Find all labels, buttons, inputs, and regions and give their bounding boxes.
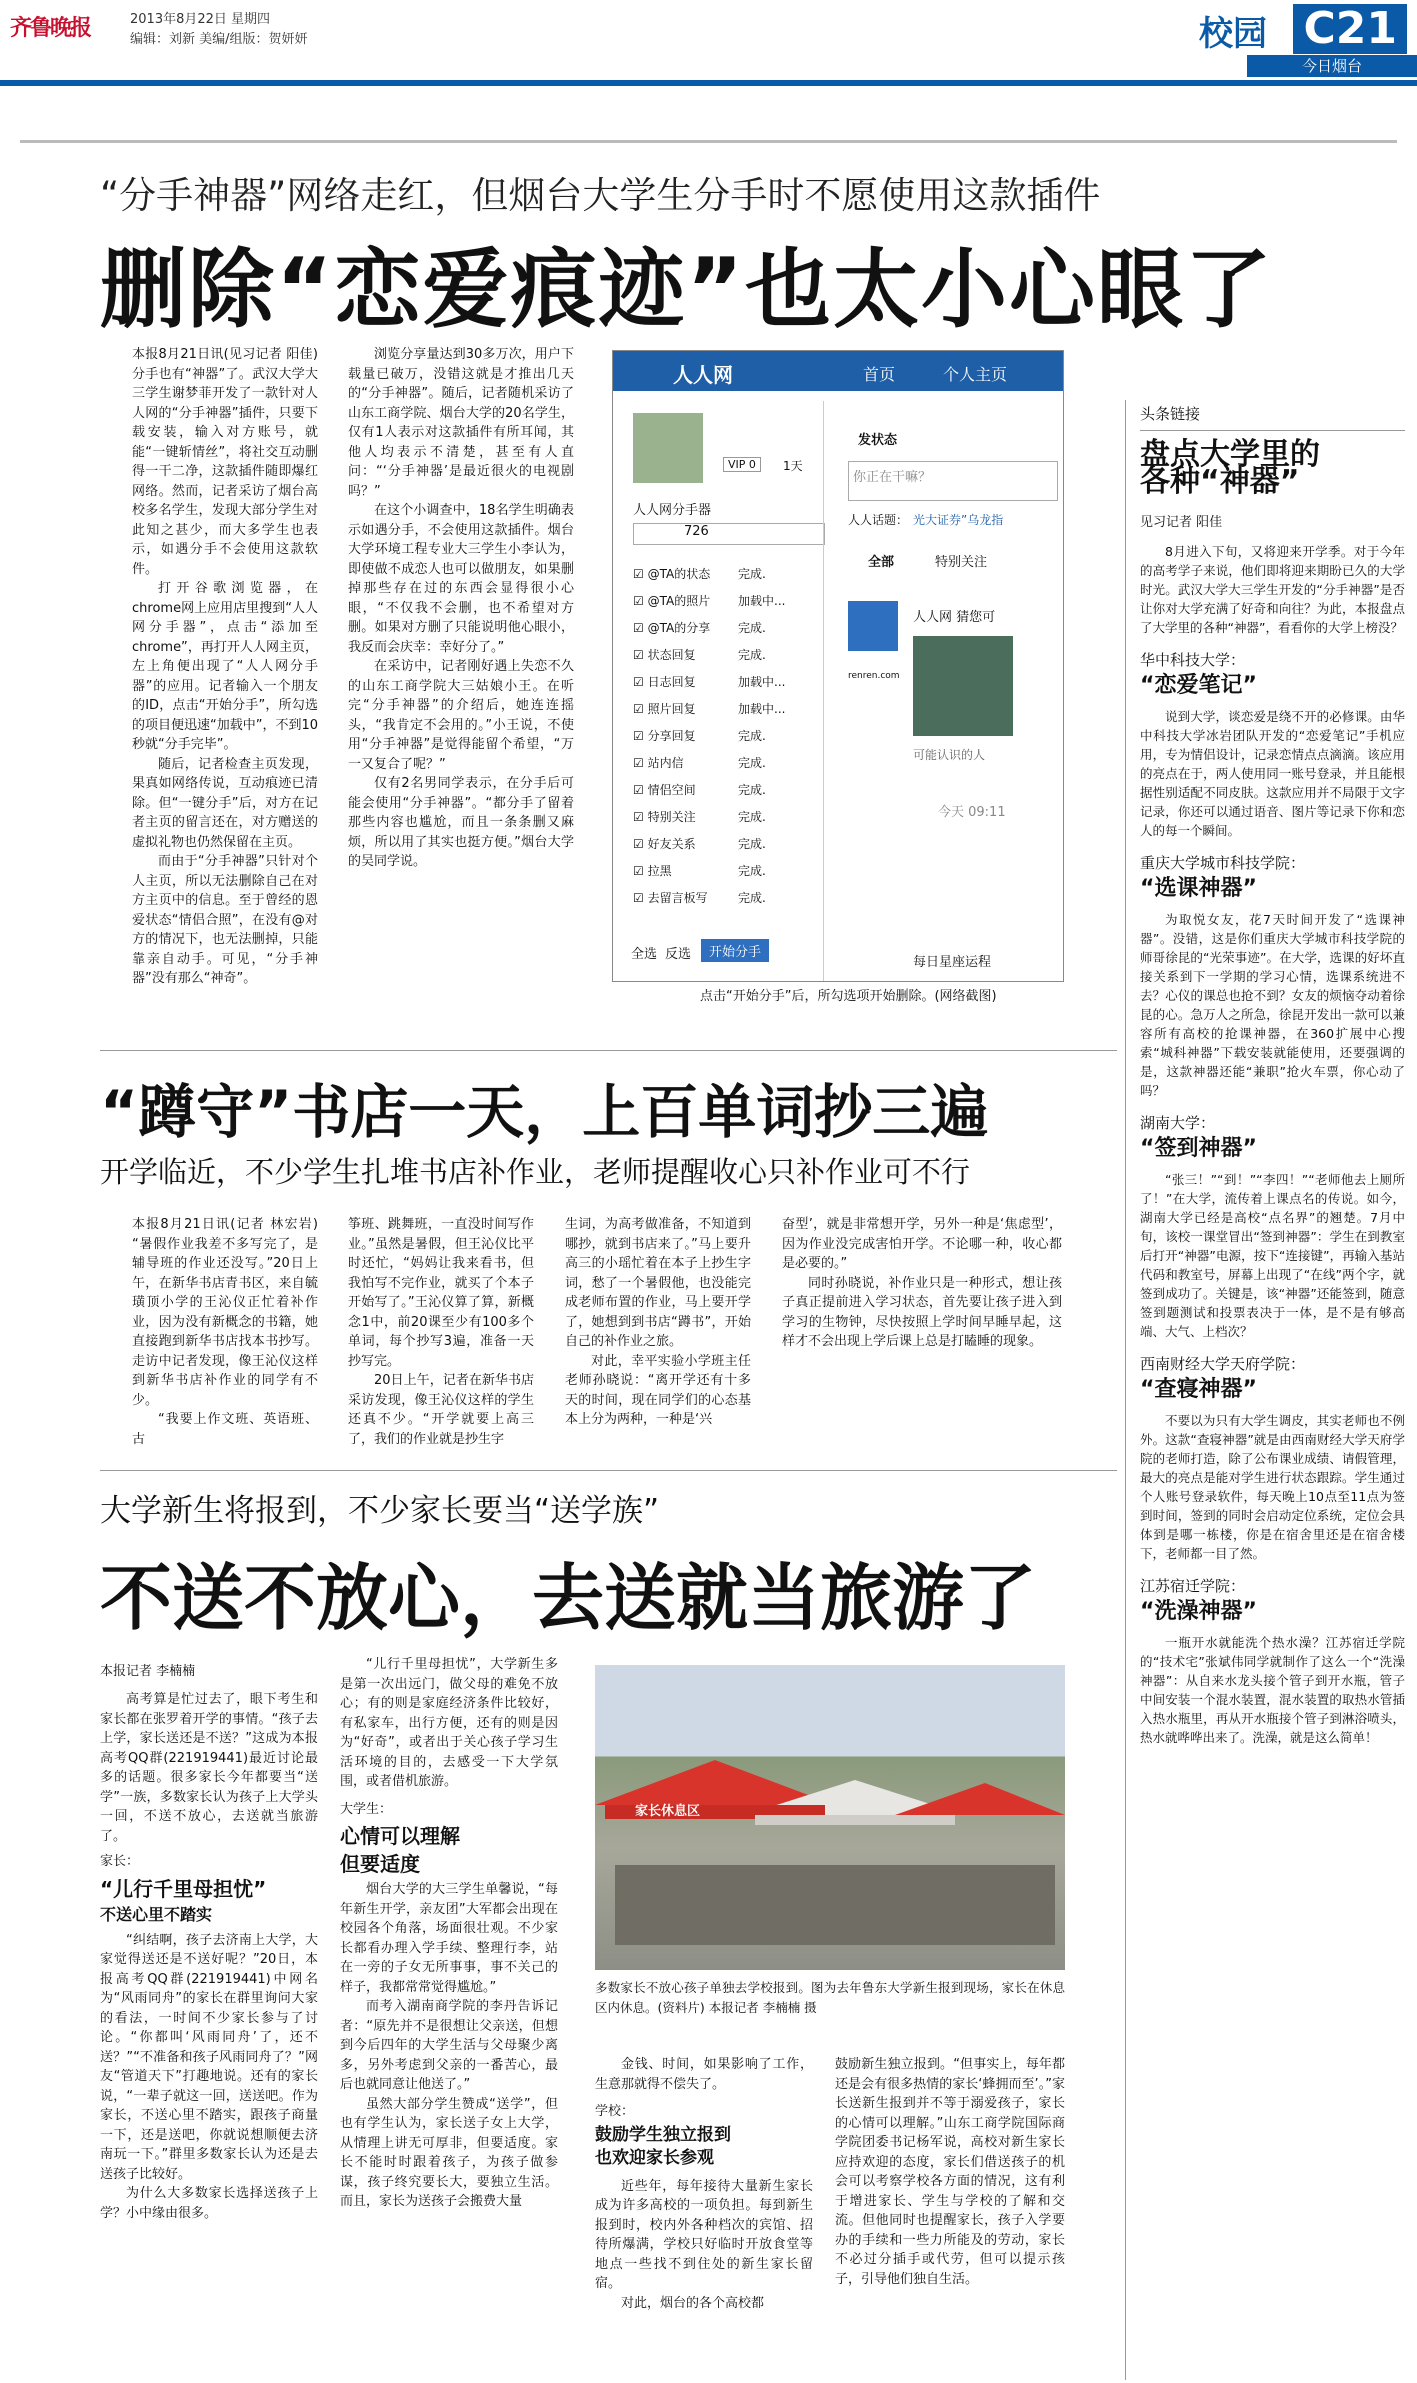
checkbox-icon[interactable]: ☑ — [633, 891, 644, 905]
breakup-option[interactable] — [633, 858, 803, 885]
photo-caption: 多数家长不放心孩子单独去学校报到。图为去年鲁东大学新生报到现场，家长在休息区内休息。(资料片) 本报记者 李楠楠 摄 — [595, 1980, 1065, 2015]
select-all-link[interactable]: 全选 — [631, 947, 658, 962]
feed-name: 人人网 猜您可 — [913, 610, 996, 625]
sidebar-item — [1140, 1577, 1405, 1747]
divider — [100, 1470, 1117, 1471]
checkbox-icon[interactable]: ☑ — [633, 783, 644, 797]
breakup-option[interactable] — [633, 669, 803, 696]
sidebar-tag: 头条链接 — [1140, 405, 1405, 431]
students-subhead1: 心情可以理解 — [340, 1824, 460, 1848]
option-label: 日志回复 — [647, 675, 696, 689]
editors-line: 编辑：刘新 美编/组版：贺妍妍 — [130, 32, 308, 47]
tab-special[interactable]: 特别关注 — [935, 555, 988, 570]
divider — [823, 401, 824, 981]
article3-col3 — [595, 2055, 813, 2380]
gadget-name: “签到神器” — [1140, 1136, 1257, 1161]
checkbox-icon[interactable]: ☑ — [633, 594, 644, 608]
article3-title: 不送不放心，去送就当旅游了 — [100, 1556, 1037, 1640]
nav-profile[interactable]: 个人主页 — [943, 365, 1008, 384]
option-label: 拉黑 — [647, 864, 672, 878]
paragraph: 本报8月21日讯(见习记者 阳佳) 分手也有“神器”了。武汉大学大三学生谢梦菲开发了一款针对人人网的“分手神器”插件，只要下载安装，输入对方账号，就能“一键斩情丝”，将社交互动删得一干二净，这款插件随即爆红网络。然而，记者采访了烟台高校多名学生，发现大部分学生对此知之甚少，而大多学生也表示，如遇分手不会使用这款软件。 — [132, 347, 318, 577]
gadget-text: 一瓶开水就能洗个热水澡？江苏宿迁学院的“技术宅”张斌伟同学就制作了这么一个“洗澡神器”：从自来水龙头接个管子到开水瓶，管子中间安装一个混水装置，混水装置的取热水管插入热水瓶里，再从开水瓶接个管子到淋浴喷头，热水就哗哗出来了。洗澡，就是这么简单！ — [1140, 1635, 1405, 1745]
option-state: 完成. — [738, 837, 766, 851]
sidebar-byline: 见习记者 阳佳 — [1140, 515, 1223, 530]
sidebar-title-line1: 盘点大学里的 — [1140, 437, 1320, 472]
option-label: 情侣空间 — [647, 783, 696, 797]
checkbox-icon[interactable]: ☑ — [633, 567, 644, 581]
option-state: 加载中... — [738, 675, 786, 689]
sidebar-intro: 8月进入下旬，又将迎来开学季。对于今年的高考学子来说，他们即将迎来期盼已久的大学时光。武汉大学大三学生开发的“分手神器”是否让你对大学充满了好奇和向往？为此，本报盘点了大学里的各种“神器”，看看你的大学上榜没？ — [1140, 544, 1405, 635]
horoscope-link[interactable]: 每日星座运程 — [913, 955, 992, 970]
checkbox-icon[interactable]: ☑ — [633, 864, 644, 878]
paragraph: 在采访中，记者刚好遇上失恋不久的山东工商学院大三姑娘小王。在听完“分手神器”的介绍后，她连连摇头，“我肯定不会用的。”小王说，不使用“分手神器”是觉得能留个希望，“万一又复合了呢？” — [348, 659, 574, 772]
sidebar-divider — [1125, 400, 1126, 2380]
issue-date: 2013年8月22日 星期四 — [130, 12, 271, 27]
gadget-text: 不要以为只有大学生调皮，其实老师也不例外。这款“查寝神器”就是由西南财经大学天府学院的老师打造，除了公布课业成绩、请假管理，最大的亮点是能对学生进行状态跟踪。学生通过个人账号登录软件，每天晚上10点至11点为签到时间，签到的同时会启动定位系统，定位会具体到是哪一栋楼，你是在宿舍里还是在宿舍楼下，老师都一目了然。 — [1140, 1413, 1405, 1561]
school-name: 西南财经大学天府学院： — [1140, 1355, 1306, 1373]
tent-sign: 家长休息区 — [635, 1804, 701, 1819]
paragraph: 金钱、时间，如果影响了工作，生意那就得不偿失了。 — [595, 2057, 813, 2092]
breakup-option[interactable] — [633, 723, 803, 750]
sidebar-items — [1140, 651, 1405, 1747]
paragraph: 对此，烟台的各个高校都 — [621, 2295, 765, 2311]
paragraph: “儿行千里母担忧”，大学新生多是第一次出远门，做父母的难免不放心；有的则是家庭经济条件比较好，有私家车，出行方便，还有的则是因为“好奇”，或者出于关心孩子学习生活环境的目的，去感受一下大学氛围，或者借机旅游。 — [340, 1657, 558, 1789]
article1-col2 — [348, 345, 574, 1025]
option-state: 完成. — [738, 621, 766, 635]
paragraph: 奋型’，就是非常想开学，另外一种是‘焦虑型’，因为作业没完成害怕开学。不论哪一种，收心都是必要的。” — [782, 1217, 1062, 1271]
option-state: 完成. — [738, 567, 766, 581]
section-title: 校园 — [1199, 14, 1267, 54]
option-label: 好友关系 — [647, 837, 696, 851]
paragraph: 高考算是忙过去了，眼下考生和家长都在张罗着开学的事情。“孩子去上学，家长送还是不送？”这成为本报高考QQ群(221919441)最近讨论最多的话题。很多家长今年都要当“送学”一族，多数家长认为孩子上大学头一回，不送不放心，去送就当旅游了。 — [100, 1692, 318, 1844]
article3-col4 — [835, 2055, 1065, 2380]
renren-screenshot — [612, 350, 1064, 982]
option-label: 照片回复 — [647, 702, 696, 716]
gadget-name: “恋爱笔记” — [1140, 673, 1257, 698]
school-name: 重庆大学城市科技学院： — [1140, 854, 1306, 872]
schools-subhead1: 鼓励学生独立报到 — [595, 2124, 731, 2145]
breakup-option[interactable] — [633, 588, 803, 615]
option-state: 完成. — [738, 729, 766, 743]
vip-badge: VIP 0 — [723, 457, 761, 472]
paragraph: 浏览分享量达到30多万次，用户下载量已破万，没错这就是才推出几天的“分手神器”。随后，记者随机采访了山东工商学院、烟台大学的20名学生，仅有1人表示对这款插件有所耳闻，其他人均表示不清楚，甚至有人直问：“‘分手神器’是最近很火的电视剧吗？” — [348, 347, 574, 499]
option-state: 完成. — [738, 810, 766, 824]
paragraph: 在这个小调查中，18名学生明确表示如遇分手，不会使用这款插件。烟台大学环境工程专业大三学生小李认为，即使做不成恋人也可以做朋友，如果删掉那些存在过的东西会显得很小心眼，“不仅我不会删，也不希望对方删。如果对方删了只能说明他心眼小，我反而会庆幸：幸好分了。” — [348, 503, 574, 655]
article3-kicker: 大学新生将报到，不少家长要当“送学族” — [100, 1493, 660, 1529]
renren-navbar — [613, 351, 1063, 391]
renren-brand: 人人网 — [673, 363, 733, 387]
article2-col3 — [565, 1215, 751, 1455]
school-name: 湖南大学： — [1140, 1114, 1216, 1132]
option-label: @TA的状态 — [647, 567, 711, 581]
breakup-option[interactable] — [633, 642, 803, 669]
paragraph: 虽然大部分学生赞成“送学”，但也有学生认为，家长送子女上大学，从情理上讲无可厚非，但要适度。家长不能时时跟着孩子，为孩子做参谋，孩子终究要长大，要独立生活。而且，家长为送孩子会搬费大量 — [340, 2096, 558, 2209]
checkbox-icon[interactable]: ☑ — [633, 648, 644, 662]
paragraph: 打开谷歌浏览器，在chrome网上应用店里搜到“人人网分手器”，点击“添加至chrome”，再打开人人网主页，左上角便出现了“人人网分手器”的应用。记者输入一个朋友的ID，点击“开始分手”，所勾选的项目便迅速“加载中”，不到10秒就“分手完毕”。 — [132, 581, 318, 752]
nav-home[interactable]: 首页 — [863, 365, 896, 384]
students-label: 大学生： — [340, 1801, 393, 1817]
article2-deck: 开学临近，不少学生扎堆书店补作业，老师提醒收心只补作业可不行 — [100, 1155, 971, 1189]
avatar — [633, 413, 703, 483]
schools-label: 学校： — [595, 2104, 635, 2119]
parents-label: 家长： — [100, 1854, 140, 1869]
gadget-text: “张三！”“到！”“李四！”“老师他去上厕所了！”在大学，流传着上课点名的传说。如今，湖南大学已经是高校“点名界”的翘楚。7月中旬，该校一课堂冒出“签到神器”：学生在到教室后打开“神器”电源，按下“连接键”，再输入基站代码和教室号，屏幕上出现了“在线”两个字，就签到成功了。关键是，该“神器”还能签到，随意签到题测试和投票表决于一体，是不是有够高端、大气、上档次？ — [1140, 1172, 1405, 1339]
breakup-option[interactable] — [633, 561, 803, 588]
option-label: 特别关注 — [647, 810, 696, 824]
checkbox-icon[interactable]: ☑ — [633, 702, 644, 716]
breakup-option[interactable] — [633, 777, 803, 804]
sidebar-item — [1140, 854, 1405, 1100]
paragraph: “我要上作文班、英语班、古 — [132, 1412, 318, 1447]
option-state: 完成. — [738, 756, 766, 770]
students-subhead2: 但要适度 — [340, 1851, 420, 1876]
paragraph: 烟台大学的大三学生单馨说，“每年新生开学，亲友团”大军都会出现在校园各个角落，场面很壮观。不少家长都看办理入学手续、整理行李，站在一旁的子女无所事事，事不关己的样子，我都常常觉得尴尬。” — [340, 1882, 558, 1995]
article1-kicker: “分手神器”网络走红，但烟台大学生分手时不愿使用这款插件 — [100, 174, 1101, 217]
school-name: 江苏宿迁学院： — [1140, 1577, 1246, 1595]
paragraph: 20日上午，记者在新华书店采访发现，像王沁仪这样的学生还真不少。“开学就要上高三了，我们的作业就是抄生字 — [348, 1373, 534, 1447]
status-input[interactable]: 你正在干嘛？ — [848, 461, 1058, 501]
gadget-name: “查寝神器” — [1140, 1377, 1257, 1402]
paragraph: 对此，幸平实验小学班主任老师孙晓说：“离开学还有十多天的时间，现在同学们的心态基本上分为两种，一种是‘兴 — [565, 1353, 751, 1427]
renren-logo-icon — [848, 601, 898, 651]
paragraph: 生词，为高考做准备，不知道到哪抄，就到书店来了。”马上要升高三的小瑶忙着在本子上抄生字词，愁了一个暑假他，也没能完成老师布置的作业，马上要开学了，她想到到书店“蹲书”，开始自己的补作业之旅。 — [565, 1217, 751, 1349]
paragraph: “纠结啊，孩子去济南上大学，大家觉得送还是不送好呢？”20日，本报高考QQ群(221919441)中网名为“风雨同舟”的家长在群里询问大家的看法，一时间不少家长参与了讨论。“你都叫‘风雨同舟’了，还不送？”“不准备和孩子风雨同舟了？”网友“管道天下”打趣地说。还有的家长说，“一辈子就这一回，送送吧。作为家长，不送心里不踏实，跟孩子商量一下，还是送吧，你就说想顺便去济南玩一下。”群里多数家长认为还是去送孩子比较好。 — [100, 1932, 318, 2182]
header-bar — [0, 80, 1417, 86]
checkbox-icon[interactable]: ☑ — [633, 729, 644, 743]
feed-photo — [913, 636, 1013, 736]
gadget-text: 为取悦女友，花7天时间开发了“选课神器”。没错，这是你们重庆大学城市科技学院的师哥徐昆的“光荣事迹”。在大学，选课的好坏直接关系到下一学期的学习心情，选课系统进不去？心仪的课总也抢不到？女友的烦恼夺动着徐昆的心。急万人之所急，徐昆开发出一款可以兼容所有高校的抢课神器，在360扩展中心搜索“城科神器”下载安装就能使用，还要强调的是，这款神器还能“兼职”抢火车票，你心动了吗？ — [1140, 912, 1405, 1098]
page-number: C21 — [1293, 4, 1407, 54]
paragraph: 而由于“分手神器”只针对个人主页，所以无法删除自己在对方主页中的信息。至于曾经的恩爱状态“情侣合照”，在没有@对方的情况下，也无法删掉，只能靠亲自动手。可见，“分手神器”没有那么“神奇”。 — [132, 854, 318, 986]
topic-label: 人人话题： — [848, 513, 909, 527]
tab-all[interactable]: 全部 — [868, 555, 895, 570]
gadget-text: 说到大学，谈恋爱是绕不开的必修课。由华中科技大学冰岩团队开发的“恋爱笔记”手机应用，专为情侣设计，记录恋情点点滴滴。该应用的亮点在于，两人使用同一账号登录，并且能根据性别适配不同皮肤。这款应用并不局限于文字记录，你还可以通过语音、图片等记录下你和恋人的每一个瞬间。 — [1140, 709, 1405, 838]
feed-sub: 可能认识的人 — [913, 748, 986, 762]
article2-col1 — [132, 1215, 318, 1455]
option-state: 加载中... — [738, 594, 786, 608]
sidebar-title-line2: 各种“神器” — [1140, 464, 1300, 499]
option-label: 分享回复 — [647, 729, 696, 743]
sidebar-item — [1140, 651, 1405, 840]
option-state: 完成. — [738, 864, 766, 878]
feed-time: 今天 09:11 — [938, 805, 1006, 820]
checkbox-icon[interactable]: ☑ — [633, 837, 644, 851]
article1-title: 删除“恋爱痕迹”也太小心眼了 — [100, 240, 1274, 340]
sidebar-item — [1140, 1114, 1405, 1341]
option-label: @TA的分享 — [647, 621, 711, 635]
article3-col1 — [100, 1690, 318, 2380]
paragraph: 鼓励新生独立报到。“但事实上，每年都还是会有很多热情的家长‘蜂拥而至’。”家长送新生报到并不等于溺爱孩子，家长的心情可以理解。”山东工商学院国际商学院团委书记杨军说，高校对新生家长应持欢迎的态度，家长们借送孩子的机会可以考察学校各方面的情况，这有利于增进家长、学生与学校的了解和交流。但他同时也提醒家长，孩子入学要办的手续和一些力所能及的劳动，家长不必过分插手或代劳，但可以提示孩子，引导他们独自生活。 — [835, 2057, 1065, 2287]
breakup-option[interactable] — [633, 615, 803, 642]
newspaper-logo: 齐鲁晚报 — [10, 15, 91, 41]
article2-col2 — [348, 1215, 534, 1455]
gadget-name: “选课神器” — [1140, 876, 1257, 901]
school-name: 华中科技大学： — [1140, 651, 1246, 669]
days-count: 1天 — [783, 459, 803, 473]
option-label: @TA的照片 — [647, 594, 711, 608]
paragraph: 为什么大多数家长选择送孩子上学？小中缘由很多。 — [100, 2186, 318, 2221]
divider — [100, 1050, 1117, 1051]
option-state: 完成. — [738, 648, 766, 662]
breakup-option[interactable] — [633, 885, 803, 912]
option-state: 完成. — [738, 891, 766, 905]
subsection-bar: 今日烟台 — [1247, 55, 1417, 77]
renren-url: renren.com — [848, 671, 900, 681]
article3-col2 — [340, 1655, 558, 2380]
topic-link[interactable]: 光大证券”乌龙指 — [913, 513, 1004, 527]
checkbox-icon[interactable]: ☑ — [633, 675, 644, 689]
checkbox-icon[interactable]: ☑ — [633, 621, 644, 635]
article2-col4 — [782, 1215, 1062, 1455]
article2-title: “蹲守”书店一天，上百单词抄三遍 — [100, 1078, 989, 1146]
option-label: 去留言板写 — [647, 891, 708, 905]
screenshot-caption: 点击“开始分手”后，所勾选项开始删除。(网络截图) — [700, 989, 997, 1004]
paragraph: 筝班、跳舞班，一直没时间写作业。”虽然是暑假，但王沁仪比平时还忙，“妈妈让我来看书，但我怕写不完作业，就买了个本子开始写了。”王沁仪算了算，新概念1中，前20课至少有100多个单词，每个抄写3遍，准备一天抄写完。 — [348, 1217, 534, 1369]
breakup-options — [633, 561, 803, 912]
checkbox-icon[interactable]: ☑ — [633, 810, 644, 824]
news-photo — [595, 1665, 1065, 1970]
divider — [20, 140, 1397, 143]
paragraph: 近些年，每年接待大量新生家长成为许多高校的一项负担。每到新生报到时，校内外各种档次的宾馆、招待所爆满，学校只好临时开放食堂等地点一些找不到住处的新生家长留宿。 — [595, 2178, 813, 2291]
option-label: 状态回复 — [647, 648, 696, 662]
sidebar-item — [1140, 1355, 1405, 1563]
paragraph: 随后，记者检查主页发现，果真如网络传说，互动痕迹已清除。但“一键分手”后，对方在记者主页的留言还在，对方赠送的虚拟礼物也仍然保留在主页。 — [132, 756, 318, 850]
sidebar — [1140, 405, 1405, 1747]
breakup-option[interactable] — [633, 804, 803, 831]
option-label: 站内信 — [647, 756, 684, 770]
breakup-option[interactable] — [633, 831, 803, 858]
checkbox-icon[interactable]: ☑ — [633, 756, 644, 770]
gadget-name: “洗澡神器” — [1140, 1599, 1257, 1624]
post-status-tab[interactable]: 发状态 — [858, 433, 898, 448]
paragraph: 同时孙晓说，补作业只是一种形式，想让孩子真正提前进入学习状态，首先要让孩子进入到学习的生物钟，尽快按照上学时间早睡早起，这样才不会出现上学后课上总是打瞌睡的现象。 — [782, 1275, 1062, 1349]
paragraph: 仅有2名男同学表示，在分手后可能会使用“分手神器”。“都分手了留着那些内容也尴尬，而且一条条删又麻烦，所以用了其实也挺方便。”烟台大学的吴同学说。 — [348, 776, 574, 869]
breakup-tool-title: 人人网分手器 — [633, 503, 712, 518]
paragraph: 而考入湖南商学院的李丹告诉记者：“原先并不是很想让父亲送，但想到今后四年的大学生活与父母聚少离多，另外考虑到父亲的一番苦心，最后也就同意让他送了。” — [340, 1999, 558, 2092]
paragraph: 本报8月21日讯(记者 林宏岩) “暑假作业我差不多写完了，是辅导班的作业还没写。”20日上午，在新华书店青书区，来自毓璜顶小学的王沁仪正忙着补作业，因为没有新概念的书籍，她直接跑到新华书店找本书抄写。走访中记者发现，像王沁仪这样到新华书店补作业的同学有不少。 — [132, 1217, 318, 1408]
article3-byline: 本报记者 李楠楠 — [100, 1664, 196, 1679]
parents-subhead2: 不送心里不踏实 — [100, 1905, 213, 1924]
id-input[interactable]: 726 — [633, 523, 825, 545]
breakup-option[interactable] — [633, 696, 803, 723]
article1-col1 — [132, 345, 318, 1025]
option-state: 加载中... — [738, 702, 786, 716]
schools-subhead2: 也欢迎家长参观 — [595, 2148, 714, 2168]
option-state: 完成. — [738, 783, 766, 797]
invert-link[interactable]: 反选 — [665, 947, 692, 962]
start-breakup-button[interactable]: 开始分手 — [701, 939, 769, 962]
breakup-option[interactable] — [633, 750, 803, 777]
parents-subhead1: “儿行千里母担忧” — [100, 1876, 267, 1901]
